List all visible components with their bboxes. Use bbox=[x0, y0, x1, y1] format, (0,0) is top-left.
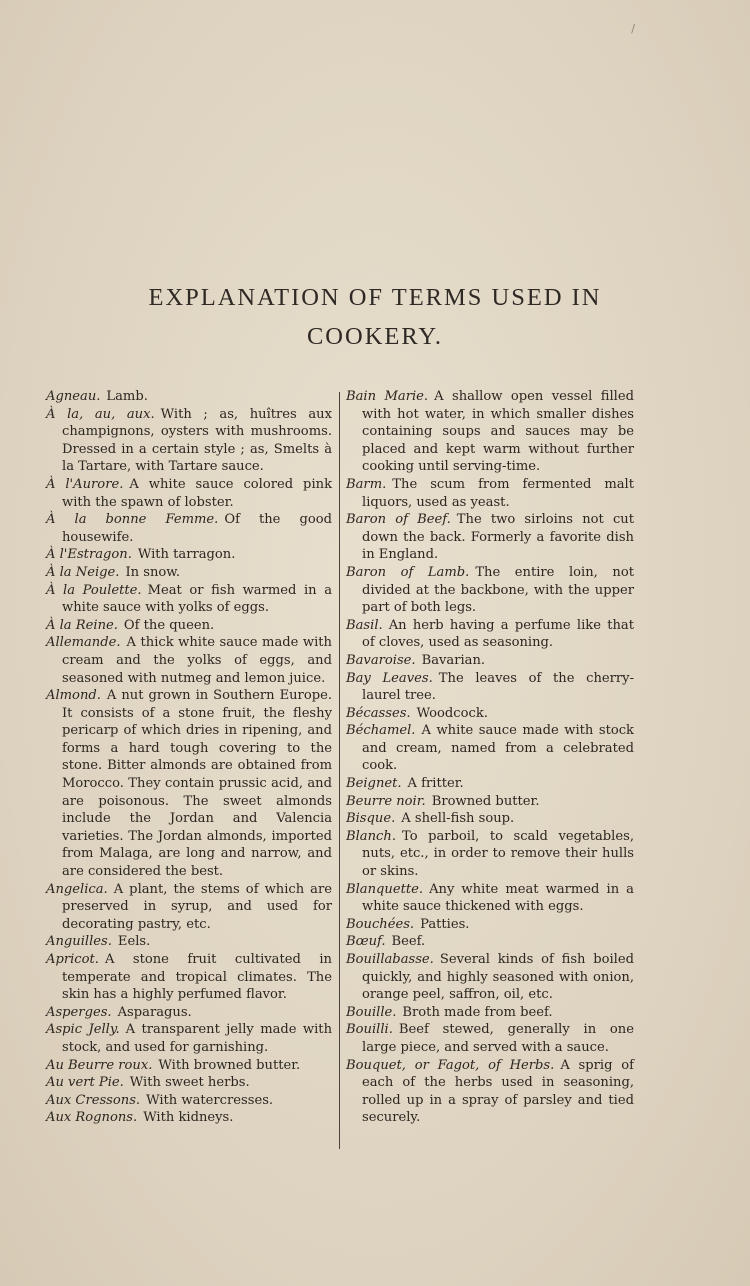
glossary-term: À la Poulette. bbox=[46, 582, 142, 598]
glossary-term: Bœuf. bbox=[346, 934, 386, 950]
glossary-entry bbox=[46, 406, 332, 476]
glossary-term: Blanquette. bbox=[346, 881, 424, 897]
glossary-entry bbox=[346, 828, 634, 881]
glossary-term: Bain Marie. bbox=[346, 389, 429, 404]
glossary-term: Au vert Pie. bbox=[46, 1075, 124, 1091]
glossary-term: Beignet. bbox=[346, 776, 402, 792]
glossary-definition: A white sauce made with stock and cream, named from a celebrated cook. bbox=[362, 723, 634, 774]
glossary-entry bbox=[46, 1109, 332, 1127]
glossary-term: Bouilli. bbox=[346, 1022, 393, 1038]
glossary-entry bbox=[46, 564, 332, 582]
glossary-term: Angelica. bbox=[46, 881, 108, 897]
glossary-definition: With watercresses. bbox=[146, 1092, 274, 1108]
glossary-term: À la Reine. bbox=[46, 617, 118, 633]
glossary-definition: A shallow open vessel filled with hot water, in which smaller dishes containing soups and sauces may be placed and kept warm without further cooking until serving-time. bbox=[362, 389, 634, 475]
right-glossary-column bbox=[346, 388, 634, 1127]
glossary-definition: With sweet herbs. bbox=[129, 1075, 250, 1091]
glossary-term: Barm. bbox=[346, 476, 387, 492]
glossary-term: Baron of Beef. bbox=[346, 512, 451, 528]
glossary-term: À l'Aurore. bbox=[46, 476, 124, 492]
glossary-entry bbox=[46, 881, 332, 934]
glossary-entry bbox=[346, 1004, 634, 1022]
glossary-entry bbox=[346, 564, 634, 617]
glossary-definition: With kidneys. bbox=[143, 1110, 234, 1126]
glossary-definition: In snow. bbox=[125, 564, 181, 580]
glossary-definition: Asparagus. bbox=[117, 1004, 192, 1020]
glossary-term: Bécasses. bbox=[346, 705, 411, 721]
glossary-entry bbox=[46, 1074, 332, 1092]
glossary-entry bbox=[46, 634, 332, 687]
glossary-definition: With ; as, huîtres aux champignons, oysters with mushrooms. Dressed in a certain style ; as, Smelts à la Tartare, with Tartare sauce. bbox=[62, 406, 332, 475]
glossary-entry bbox=[46, 687, 332, 881]
glossary-definition: A nut grown in Southern Europe. It consists of a stone fruit, the fleshy pericarp of which dries in ripening, and forms a hard tough covering to the stone. Bitter almonds are obtained from Morocco. They contain prussic acid, and are poisonous. The sweet almonds include the Jordan and Valencia varieties. The Jordan almonds, imported from Malaga, are long and narrow, and are considered the best. bbox=[62, 688, 332, 880]
glossary-term: À la bonne Femme. bbox=[46, 512, 219, 528]
glossary-definition: A stone fruit cultivated in temperate and tropical climates. The skin has a highly perfumed flavor. bbox=[62, 952, 332, 1003]
glossary-term: Bouille. bbox=[346, 1004, 397, 1020]
glossary-term: À la Neige. bbox=[46, 564, 120, 580]
glossary-term: Au Beurre roux. bbox=[46, 1057, 153, 1073]
glossary-entry bbox=[346, 793, 634, 811]
glossary-entry bbox=[46, 933, 332, 951]
glossary-term: Blanch. bbox=[346, 828, 396, 844]
glossary-term: Beurre noir. bbox=[346, 793, 426, 809]
glossary-definition: Bavarian. bbox=[421, 652, 486, 668]
glossary-definition: A sprig of each of the herbs used in seasoning, rolled up in a spray of parsley and tied securely. bbox=[362, 1057, 634, 1126]
glossary-definition: Beef stewed, generally in one large piece, and served with a sauce. bbox=[362, 1022, 634, 1055]
glossary-definition: A shell-fish soup. bbox=[401, 811, 515, 827]
glossary-definition: With browned butter. bbox=[158, 1057, 301, 1073]
glossary-definition: Broth made from beef. bbox=[402, 1004, 553, 1020]
glossary-definition: A plant, the stems of which are preserved in syrup, and used for decorating pastry, etc. bbox=[62, 881, 332, 932]
glossary-entry bbox=[46, 546, 332, 564]
glossary-entry bbox=[346, 511, 634, 564]
glossary-term: Bavaroise. bbox=[346, 652, 416, 668]
glossary-definition: Meat or fish warmed in a white sauce with yolks of eggs. bbox=[62, 582, 333, 616]
glossary-definition: The scum from fermented malt liquors, used as yeast. bbox=[362, 476, 634, 510]
glossary-entry bbox=[346, 916, 634, 934]
glossary-term: Baron of Lamb. bbox=[346, 564, 470, 580]
glossary-definition: The two sirloins not cut down the back. Formerly a favorite dish in England. bbox=[362, 512, 634, 563]
glossary-definition: With tarragon. bbox=[137, 547, 236, 563]
glossary-entry bbox=[46, 1004, 332, 1022]
corner-mark: / bbox=[631, 22, 635, 35]
glossary-entry bbox=[346, 951, 634, 1004]
glossary-entry bbox=[346, 775, 634, 793]
glossary-entry bbox=[346, 810, 634, 828]
glossary-entry bbox=[46, 951, 332, 1004]
glossary-entry bbox=[46, 388, 332, 406]
glossary-entry bbox=[46, 617, 332, 635]
glossary-term: Aspic Jelly. bbox=[46, 1022, 120, 1038]
glossary-term: Almond. bbox=[46, 688, 101, 704]
glossary-entry bbox=[346, 670, 634, 705]
glossary-term: Bay Leaves. bbox=[346, 670, 433, 686]
glossary-definition: Patties. bbox=[420, 916, 470, 932]
glossary-entry bbox=[346, 617, 634, 652]
glossary-definition: A transparent jelly made with stock, and used for garnishing. bbox=[62, 1022, 333, 1055]
glossary-term: Anguilles. bbox=[46, 934, 112, 950]
glossary-entry bbox=[46, 511, 332, 546]
glossary-definition: Browned butter. bbox=[431, 793, 540, 809]
glossary-term: Bouchées. bbox=[346, 916, 415, 932]
glossary-definition: Woodcock. bbox=[416, 705, 488, 721]
page-title-line-1: EXPLANATION OF TERMS USED IN bbox=[148, 284, 602, 311]
glossary-term: Béchamel. bbox=[346, 723, 416, 739]
page-title-line-2: COOKERY. bbox=[306, 323, 444, 350]
glossary-entry bbox=[346, 705, 634, 723]
glossary-definition: The leaves of the cherry-laurel tree. bbox=[362, 670, 634, 704]
glossary-definition: Several kinds of fish boiled quickly, and highly seasoned with onion, orange peel, saffron, oil, etc. bbox=[362, 952, 634, 1003]
glossary-entry bbox=[346, 1057, 634, 1127]
glossary-definition: Eels. bbox=[117, 934, 151, 950]
glossary-definition: Any white meat warmed in a white sauce thickened with eggs. bbox=[362, 881, 634, 915]
glossary-entry bbox=[46, 1021, 332, 1056]
glossary-term: Allemande. bbox=[46, 635, 121, 651]
glossary-entry bbox=[346, 881, 634, 916]
glossary-entry bbox=[46, 1092, 332, 1110]
glossary-definition: A thick white sauce made with cream and the yolks of eggs, and seasoned with nutmeg and lemon juice. bbox=[62, 635, 332, 686]
glossary-entry bbox=[346, 1021, 634, 1056]
glossary-definition: To parboil, to scald vegetables, nuts, etc., in order to remove their hulls or skins. bbox=[362, 828, 634, 880]
glossary-entry bbox=[46, 1057, 332, 1075]
glossary-term: Aux Cressons. bbox=[46, 1092, 141, 1108]
glossary-term: Basil. bbox=[346, 617, 383, 633]
glossary-definition: An herb having a perfume like that of cloves, used as seasoning. bbox=[362, 617, 634, 651]
glossary-entry bbox=[46, 476, 332, 511]
glossary-term: Bouquet, or Fagot, of Herbs. bbox=[346, 1057, 555, 1073]
glossary-term: Bisque. bbox=[346, 811, 396, 827]
glossary-term: Bouillabasse. bbox=[346, 952, 434, 967]
glossary-entry bbox=[346, 652, 634, 670]
glossary-entry bbox=[346, 722, 634, 775]
glossary-term: Aux Rognons. bbox=[46, 1110, 138, 1126]
glossary-entry bbox=[346, 476, 634, 511]
glossary-definition: A white sauce colored pink with the spawn of lobster. bbox=[62, 476, 332, 510]
glossary-entry bbox=[346, 933, 634, 951]
glossary-definition: Beef. bbox=[391, 934, 426, 950]
glossary-entry bbox=[46, 582, 332, 617]
glossary-definition: A fritter. bbox=[407, 776, 464, 792]
glossary-term: Asperges. bbox=[46, 1004, 112, 1020]
left-glossary-column bbox=[46, 388, 332, 1127]
glossary-term: Agneau. bbox=[46, 389, 101, 404]
glossary-definition: Of the queen. bbox=[123, 617, 215, 633]
glossary-entry bbox=[346, 388, 634, 476]
glossary-term: Apricot. bbox=[46, 952, 99, 967]
glossary-term: À la, au, aux. bbox=[46, 406, 155, 422]
glossary-definition: The entire loin, not divided at the backbone, with the upper part of both legs. bbox=[362, 564, 634, 616]
glossary-definition: Of the good housewife. bbox=[62, 512, 332, 545]
column-divider bbox=[339, 392, 340, 1149]
glossary-term: À l'Estragon. bbox=[46, 547, 132, 563]
glossary-definition: Lamb. bbox=[106, 389, 148, 404]
